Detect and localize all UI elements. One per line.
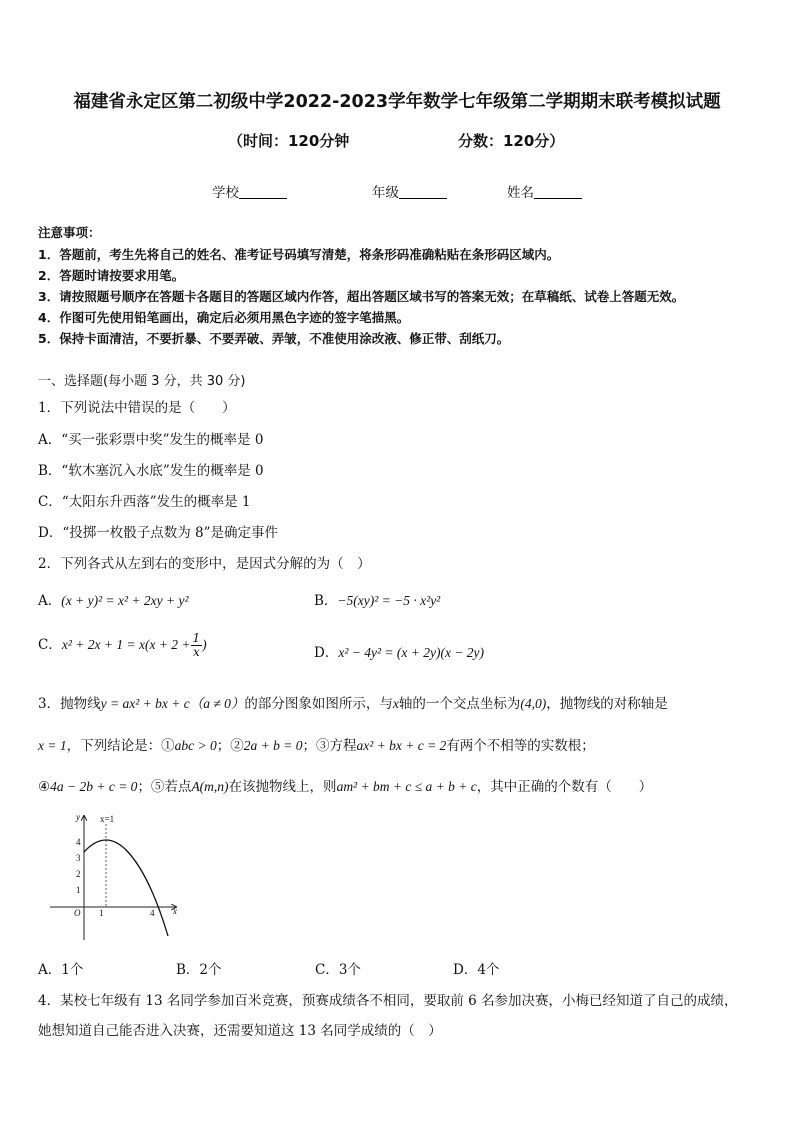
- name-field[interactable]: [507, 181, 582, 201]
- q3-text: 在该抛物线上，则: [228, 779, 337, 795]
- school-label: 学校: [212, 185, 239, 201]
- q3-text: 的部分图象如图所示，与: [244, 696, 393, 712]
- exam-score: 分数：120分）: [458, 132, 565, 150]
- q1-stem: 1．下列说法中错误的是（ ）: [38, 400, 236, 416]
- q2-option-d[interactable]: [314, 641, 484, 661]
- q3-text: ；②: [216, 738, 244, 754]
- q2-a-expr: (x + y)² = x² + 2xy + y²: [61, 593, 189, 608]
- q3-intersection-point: (4,0): [520, 696, 547, 711]
- q2-option-a[interactable]: [38, 589, 189, 609]
- q3-conclusion-4: 4a − 2b + c = 0: [50, 779, 138, 794]
- school-blank[interactable]: [239, 184, 287, 199]
- grade-label: 年级: [372, 185, 399, 201]
- q3-text: 轴的一个交点坐标为: [398, 696, 521, 712]
- q3-parabola-expr: y = ax² + bx + c（a ≠ 0）: [100, 696, 245, 711]
- q3-text: 3．抛物线: [38, 696, 101, 712]
- q2-d-expr: x² − 4y² = (x + 2y)(x − 2y): [338, 645, 485, 660]
- q1-option-b[interactable]: B．“软木塞沉入水底”发生的概率是 0: [38, 463, 264, 479]
- graph-y-label: y: [76, 812, 80, 822]
- q3-conclusion-3: ax² + bx + c = 2: [356, 738, 447, 753]
- graph-x-tick: 4: [150, 908, 155, 918]
- q3-stem-line3: [38, 775, 652, 795]
- q2-c-fraction: [191, 632, 203, 659]
- graph-axis-label: x=1: [100, 814, 115, 824]
- graph-y-tick: 4: [76, 837, 81, 847]
- school-field[interactable]: [212, 181, 287, 201]
- q3-conclusion-1: abc > 0: [174, 738, 217, 753]
- q3-stem-line2: [38, 734, 595, 754]
- q2-stem: 2．下列各式从左到右的变形中，是因式分解的为（ ）: [38, 556, 371, 572]
- q1-option-d[interactable]: D．“投掷一枚骰子点数为 8”是确定事件: [38, 525, 279, 541]
- q3-text: ，其中正确的个数有（ ）: [476, 779, 653, 795]
- grade-field[interactable]: [372, 181, 447, 201]
- q3-conclusion-2: 2a + b = 0: [243, 738, 303, 753]
- q3-parabola-graph: [44, 810, 194, 950]
- q3-text: ④: [38, 779, 51, 795]
- q3-text: ，抛物线的对称轴是: [546, 696, 668, 712]
- q2-c-close: ): [202, 637, 207, 652]
- q2-c-numerator: 1: [192, 631, 201, 645]
- notice-item: 2．答题时请按要求用笔。: [38, 268, 185, 283]
- section-heading: 一、选择题(每小题 3 分，共 30 分): [38, 374, 246, 389]
- graph-origin: O: [74, 908, 81, 918]
- q3-x-axis-var: x: [392, 696, 399, 711]
- q2-c-expr: x² + 2x + 1 = x(x + 2 +: [61, 637, 191, 652]
- q3-axis-expr: x = 1: [38, 738, 67, 753]
- notice-item: 1．答题前，考生先将自己的姓名、准考证号码填写清楚，将条形码准确粘贴在条形码区域内。: [38, 247, 560, 262]
- graph-x-label: x: [173, 906, 177, 916]
- parabola-curve: [84, 840, 168, 936]
- q3-text: 有两个不相等的实数根；: [446, 738, 595, 754]
- q3-stem-line1: [38, 692, 668, 712]
- q3-option-d[interactable]: D．4个: [453, 962, 500, 978]
- exam-time: （时间：120分钟: [228, 132, 350, 150]
- q2-b-expr: −5(xy)² = −5 · x²y²: [337, 593, 441, 608]
- graph-y-tick: 1: [76, 885, 81, 895]
- q4-stem-line2: 她想知道自己能否进入决赛，还需要知道这 13 名同学成绩的（ ）: [38, 1023, 442, 1039]
- q3-text: ；⑤若点: [137, 779, 192, 795]
- notice-item: 4．作图可先使用铅笔画出，确定后必须用黑色字迹的签字笔描黑。: [38, 310, 410, 325]
- q3-text: ；③方程: [302, 738, 357, 754]
- q1-option-c[interactable]: C．“太阳东升西落”发生的概率是 1: [38, 494, 251, 510]
- q2-b-label: B．: [314, 593, 338, 609]
- q3-conclusion-5: am² + bm + c ≤ a + b + c: [336, 779, 477, 794]
- notice-item: 5．保持卡面清洁，不要折暴、不要弄破、弄皱，不准使用涂改液、修正带、刮纸刀。: [38, 331, 510, 346]
- graph-y-tick: 2: [76, 869, 81, 879]
- grade-blank[interactable]: [399, 184, 447, 199]
- q3-option-a[interactable]: A．1个: [38, 962, 84, 978]
- q2-d-label: D．: [314, 645, 339, 661]
- q3-option-b[interactable]: B．2个: [176, 962, 222, 978]
- q1-option-a[interactable]: A．“买一张彩票中奖”发生的概率是 0: [38, 432, 264, 448]
- name-blank[interactable]: [534, 184, 582, 199]
- q4-stem-line1: 4．某校七年级有 13 名同学参加百米竞赛，预赛成绩各不相同，要取前 6 名参加决赛，小梅已经知道了自己的成绩，: [38, 993, 738, 1009]
- notice-item: 3．请按照题号顺序在答题卡各题目的答题区域内作答，超出答题区域书写的答案无效；在草稿纸、试卷上答题无效。: [38, 289, 685, 304]
- q3-point-a: A(m,n): [191, 779, 229, 794]
- q2-c-label: C．: [38, 637, 62, 653]
- q2-option-c[interactable]: [38, 632, 207, 659]
- name-label: 姓名: [507, 185, 534, 201]
- q2-c-denominator: x: [192, 645, 200, 659]
- graph-y-tick: 3: [76, 853, 81, 863]
- graph-x-tick: 1: [99, 908, 104, 918]
- q3-text: ，下列结论是：①: [66, 738, 175, 754]
- q3-option-c[interactable]: C．3个: [315, 962, 361, 978]
- q2-option-b[interactable]: [314, 589, 440, 609]
- notice-heading: 注意事项：: [38, 225, 101, 240]
- page-title: 福建省永定区第二初级中学2022-2023学年数学七年级第二学期期末联考模拟试题: [73, 92, 721, 112]
- q2-a-label: A．: [38, 593, 62, 609]
